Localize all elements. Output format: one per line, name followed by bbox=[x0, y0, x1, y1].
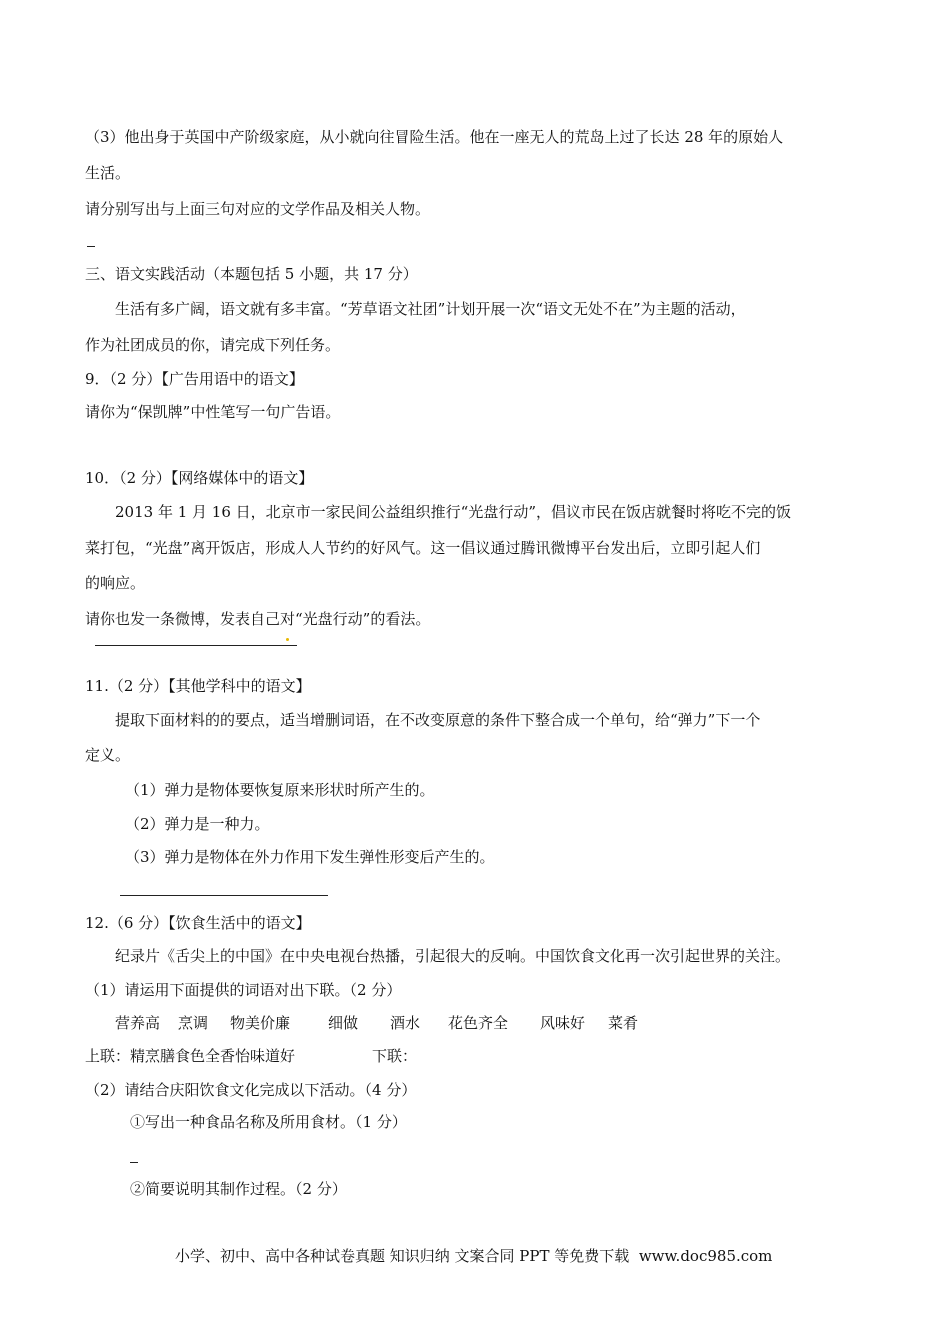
q11-item-2: （2）弹力是一种力。 bbox=[125, 815, 270, 833]
q12-sub2: ②简要说明其制作过程。（2 分） bbox=[130, 1180, 347, 1198]
q12-part1: （1）请运用下面提供的词语对出下联。（2 分） bbox=[85, 981, 402, 999]
q10-title: 10．（2 分）【网络媒体中的语文】 bbox=[85, 469, 314, 487]
q10-text-line1: 2013 年 1 月 16 日，北京市一家民间公益组织推行“光盘行动”，倡议市民在饭店就餐时将吃不完的饭 bbox=[115, 503, 791, 521]
q12-word: 风味好 bbox=[540, 1014, 586, 1032]
q9-prompt: 请你为“保凯牌”中性笔写一句广告语。 bbox=[85, 403, 341, 421]
q10-text-line2: 菜打包，“光盘”离开饭店，形成人人节约的好风气。这一倡议通过腾讯微博平台发出后，立即引起人们 bbox=[85, 539, 761, 557]
footer-url[interactable]: www.doc985.com bbox=[638, 1247, 773, 1265]
q12-lower-couplet: 下联： bbox=[372, 1047, 418, 1065]
decorative-dot bbox=[286, 638, 289, 641]
q8-answer-blank bbox=[87, 246, 95, 247]
footer bbox=[175, 1246, 772, 1266]
q12-upper-couplet: 上联：精烹膳食色全香怡味道好 bbox=[85, 1047, 296, 1065]
q12-part2: （2）请结合庆阳饮食文化完成以下活动。（4 分） bbox=[85, 1081, 417, 1099]
q12-word: 物美价廉 bbox=[230, 1014, 291, 1032]
q11-title: 11.（2 分）【其他学科中的语文】 bbox=[85, 677, 311, 695]
footer-text: 小学、初中、高中各种试卷真题 知识归纳 文案合同 PPT 等免费下载 bbox=[175, 1247, 630, 1265]
q8-item3-line1: （3）他出身于英国中产阶级家庭，从小就向往冒险生活。他在一座无人的荒岛上过了长达 28 年的原始人 bbox=[85, 128, 784, 146]
q12-sub1-answer-blank bbox=[130, 1162, 138, 1163]
q8-item3-line2: 生活。 bbox=[85, 164, 131, 182]
q9-title: 9．（2 分）【广告用语中的语文】 bbox=[85, 370, 304, 388]
q8-instruction: 请分别写出与上面三句对应的文学作品及相关人物。 bbox=[85, 200, 431, 218]
q10-answer-blank bbox=[95, 645, 297, 646]
q12-word: 营养高 bbox=[115, 1014, 161, 1032]
q11-item-3: （3）弹力是物体在外力作用下发生弹性形变后产生的。 bbox=[125, 848, 495, 866]
q12-word: 烹调 bbox=[178, 1014, 209, 1032]
q10-prompt: 请你也发一条微博，发表自己对“光盘行动”的看法。 bbox=[85, 610, 431, 628]
q12-title: 12.（6 分）【饮食生活中的语文】 bbox=[85, 914, 311, 932]
q11-answer-blank bbox=[120, 895, 328, 896]
section3-intro-line2: 作为社团成员的你，请完成下列任务。 bbox=[85, 336, 341, 354]
section3-heading: 三、语文实践活动（本题包括 5 小题，共 17 分） bbox=[85, 265, 418, 283]
section3-intro-line1: 生活有多广阔，语文就有多丰富。“芳草语文社团”计划开展一次“语文无处不在”为主题的活动， bbox=[115, 300, 746, 318]
q11-prompt-line2: 定义。 bbox=[85, 746, 131, 764]
q12-intro: 纪录片《舌尖上的中国》在中央电视台热播，引起很大的反响。中国饮食文化再一次引起世界的关注。 bbox=[115, 947, 791, 965]
q12-word: 细做 bbox=[328, 1014, 359, 1032]
q12-word: 菜肴 bbox=[608, 1014, 639, 1032]
q12-word: 酒水 bbox=[390, 1014, 421, 1032]
q12-word: 花色齐全 bbox=[448, 1014, 509, 1032]
q12-sub1: ①写出一种食品名称及所用食材。（1 分） bbox=[130, 1113, 407, 1131]
q11-prompt-line1: 提取下面材料的的要点，适当增删词语，在不改变原意的条件下整合成一个单句，给“弹力”下一个 bbox=[115, 711, 761, 729]
q10-text-line3: 的响应。 bbox=[85, 574, 146, 592]
q11-item-1: （1）弹力是物体要恢复原来形状时所产生的。 bbox=[125, 781, 435, 799]
